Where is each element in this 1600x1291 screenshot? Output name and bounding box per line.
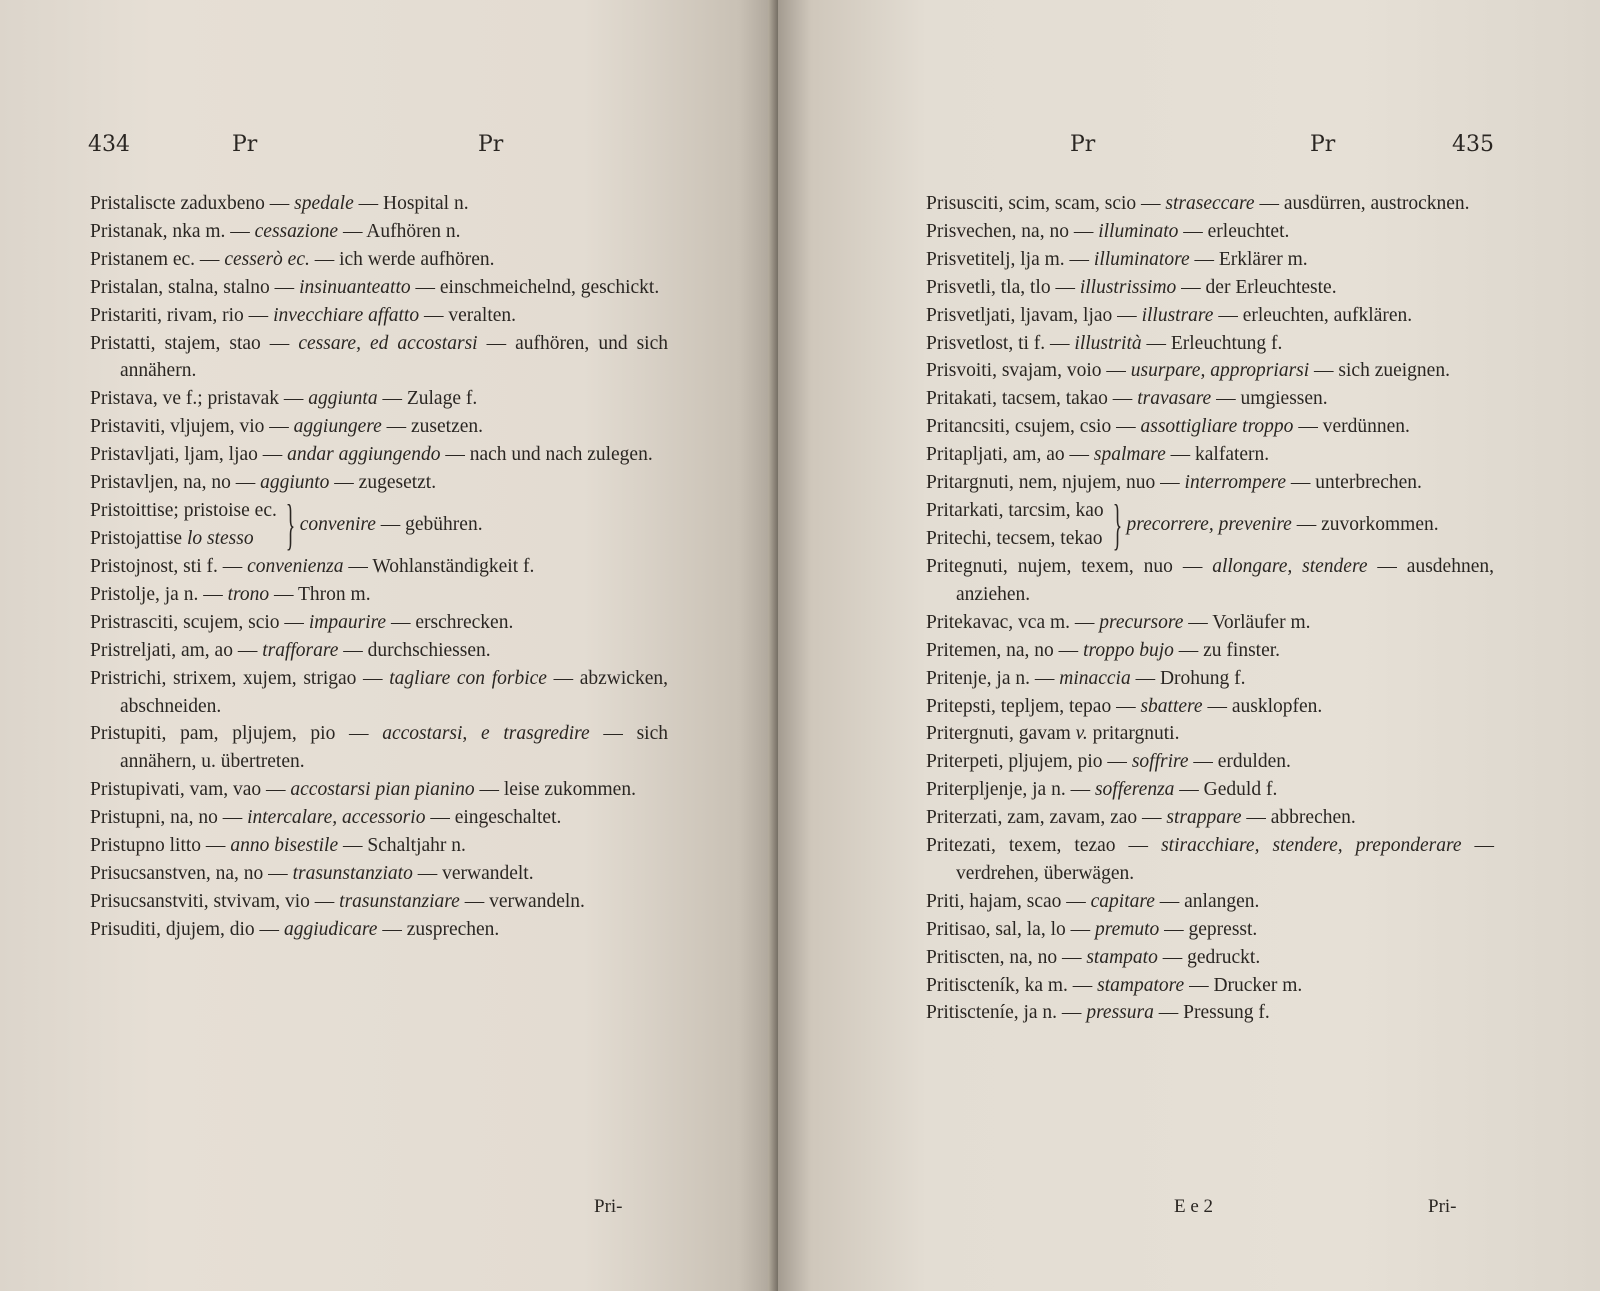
bracketed-entry [90, 493, 668, 556]
entry-headword: Prisucsanstviti, stvivam, vio — [90, 890, 340, 912]
entry-headword: Pristava, ve f.; pristavak — [90, 388, 309, 410]
entry-italian: soffrire [1131, 751, 1189, 773]
entry-definition: precorrere, prevenire — zuvorkommen. [1126, 514, 1439, 536]
entry-italian: spalmare [1093, 444, 1166, 466]
entry-headword: Pristupivati, vam, vao — [90, 779, 291, 801]
entry-italian: illuminato [1098, 220, 1179, 242]
entry-headword: Pritakati, tacsem, takao — [926, 388, 1138, 410]
entry-german: — leise zukommen. [474, 779, 636, 801]
entry-headword: Pristoittise; pristoise ec. [90, 500, 277, 522]
entry-german: — sich annähern, u. übertreten. [120, 723, 668, 773]
entry-german: — Erklärer m. [1189, 248, 1308, 270]
entry-headword: Priterpljenje, ja n. — [926, 779, 1095, 801]
dictionary-entry [926, 637, 1494, 665]
brace-glyph: } [285, 493, 296, 556]
entry-headword: Pristreljati, am, ao — [90, 639, 263, 661]
dictionary-entry [926, 330, 1494, 358]
catchword: Pri- [1428, 1196, 1457, 1217]
entry-headword: Pristalan, stalna, stalno — [90, 276, 300, 298]
signature-mark: E e 2 [1174, 1196, 1214, 1217]
entry-list [90, 190, 668, 944]
entry-german: — durchschiessen. [338, 639, 491, 661]
entry-german: — verwandelt. [412, 862, 534, 884]
entry-italian: cessare, ed accostarsi [298, 332, 478, 354]
entry-german: — Zulage f. [377, 388, 478, 410]
dictionary-entry [90, 609, 668, 637]
brace-glyph: } [1112, 493, 1122, 556]
dictionary-entry [926, 888, 1494, 916]
entry-german: — erleuchtet. [1178, 220, 1290, 242]
entry-italian: strappare [1166, 807, 1242, 829]
entry-german: — Erleuchtung f. [1141, 332, 1283, 354]
entry-headword: Pritisao, sal, la, lo — [926, 918, 1095, 940]
entry-headword: Pristanak, nka m. — [90, 220, 255, 242]
dictionary-entry [90, 720, 668, 776]
dictionary-entry [926, 665, 1494, 693]
entry-german: — ausdürren, austrocknen. [1254, 193, 1470, 214]
entry-headword: Pristatti, stajem, stao — [90, 332, 299, 354]
page-number: 434 [88, 132, 130, 157]
entry-italian: trono [227, 583, 270, 605]
entry-italian: illustrissimo [1079, 276, 1177, 298]
entry-italian: allongare, stendere [1212, 555, 1368, 577]
entry-italian: stiracchiare, stendere, preponderare [1161, 835, 1462, 857]
entry-headword: Pristaviti, vljujem, vio — [90, 416, 294, 438]
entry-italian: v. [1075, 723, 1088, 745]
entry-italian: anno bisestile [230, 835, 339, 857]
entry-german: — Vorläufer m. [1183, 611, 1311, 633]
entry-italian: sbattere [1140, 695, 1203, 717]
entry-headword: Pristupiti, pam, pljujem, pio — [90, 723, 383, 745]
entry-italian: usurpare, appropriarsi [1130, 360, 1310, 382]
entry-headword: Priterpeti, pljujem, pio — [926, 751, 1132, 773]
entry-german: — Wohlanständigkeit f. [343, 555, 535, 577]
entry-italian: illustrità [1074, 332, 1142, 354]
entry-italian: illuminatore [1093, 248, 1190, 270]
entry-headword: Pritenje, ja n. — [926, 667, 1060, 689]
dictionary-entry [926, 302, 1494, 330]
entry-headword: Pritechi, tecsem, tekao [926, 527, 1103, 549]
entry-italian: premuto [1095, 918, 1160, 940]
entry-italian: spedale [294, 193, 354, 214]
entry-headword: Prisvetljati, ljavam, ljao — [926, 304, 1142, 326]
entry-german: — anlangen. [1154, 890, 1260, 912]
entry-german: — erschrecken. [386, 611, 514, 633]
dictionary-entry [926, 693, 1494, 721]
entry-german: — nach und nach zulegen. [440, 444, 653, 466]
dictionary-entry [90, 441, 668, 469]
entry-headword: Prisvetitelj, lja m. — [926, 248, 1094, 270]
entry-headword: Pritargnuti, nem, njujem, nuo — [926, 472, 1185, 494]
dictionary-entry [90, 860, 668, 888]
entry-german: — gepresst. [1159, 918, 1258, 940]
entry-headword: Pristariti, rivam, rio — [90, 304, 274, 326]
entry-italian: trasunstanziato [292, 862, 413, 884]
dictionary-entry [926, 609, 1494, 637]
entry-italian: assottigliare troppo [1140, 416, 1294, 438]
entry-italian: impaurire [308, 611, 387, 633]
dictionary-entry [926, 441, 1494, 469]
entry-italian: insinuanteatto [299, 276, 411, 298]
entry-italian: capitare [1090, 890, 1155, 912]
entry-german: — zugesetzt. [329, 472, 437, 494]
entry-german: — ausklopfen. [1202, 695, 1323, 717]
entry-german: — gedruckt. [1157, 946, 1261, 968]
entry-german: — Thron m. [269, 583, 371, 605]
entry-headword: Prisuditi, djujem, dio — [90, 918, 284, 940]
entry-german: — verwandeln. [459, 890, 585, 912]
dictionary-entry [926, 832, 1494, 888]
dictionary-entry [926, 944, 1494, 972]
dictionary-entry [926, 246, 1494, 274]
entry-headword: Priterzati, zam, zavam, zao — [926, 807, 1167, 829]
dictionary-entry [926, 999, 1494, 1027]
dictionary-entry [926, 804, 1494, 832]
dictionary-entry [90, 832, 668, 860]
dictionary-entry [90, 776, 668, 804]
dictionary-entry [926, 776, 1494, 804]
entry-german: — unterbrechen. [1286, 472, 1422, 494]
entry-german: — einschmeichelnd, geschickt. [410, 276, 660, 298]
entry-italian: tagliare con forbice [389, 667, 547, 689]
entry-headword: Prisucsanstven, na, no — [90, 862, 293, 884]
dictionary-entry [926, 218, 1494, 246]
entry-italian: cesserò ec. [224, 248, 310, 270]
entry-headword: Pristrichi, strixem, xujem, strigao — [90, 667, 390, 689]
entry-italian: aggiudicare [283, 918, 378, 940]
dictionary-entry [926, 553, 1494, 609]
bracketed-entry [926, 493, 1494, 556]
running-head-left: Pr [232, 132, 258, 157]
entry-italian: troppo bujo [1083, 639, 1174, 661]
dictionary-entry [926, 357, 1494, 385]
dictionary-entry [90, 581, 668, 609]
catchword: Pri- [594, 1196, 623, 1217]
entry-german: — sich zueignen. [1309, 360, 1450, 382]
running-head-right: Pr [1310, 132, 1336, 157]
entry-headword: Pritezati, texem, tezao — [926, 835, 1162, 857]
dictionary-entry [90, 218, 668, 246]
entry-headword: Pritepsti, tepljem, tepao — [926, 695, 1141, 717]
entry-german: — Pressung f. [1153, 1002, 1270, 1024]
entry-german: — umgiessen. [1211, 388, 1328, 410]
entry-headword: Pritergnuti, gavam [926, 723, 1076, 745]
entry-german: — Drohung f. [1130, 667, 1246, 689]
entry-german: pritargnuti. [1087, 723, 1180, 745]
dictionary-entry [90, 916, 668, 944]
dictionary-entry [926, 274, 1494, 302]
entry-german: — abbrechen. [1241, 807, 1356, 829]
entry-german: — zusetzen. [381, 416, 484, 438]
entry-italian: aggiungere [293, 416, 382, 438]
entry-definition: convenire — gebühren. [299, 514, 483, 536]
dictionary-entry [926, 720, 1494, 748]
dictionary-entry [90, 469, 668, 497]
entry-german: — ich werde aufhören. [309, 248, 495, 270]
entry-headword: Prisvechen, na, no — [926, 220, 1099, 242]
entry-italian: convenienza [247, 555, 344, 577]
entry-italian: illustrare [1141, 304, 1214, 326]
entry-headword: Pristavljati, ljam, ljao — [90, 444, 288, 466]
entry-german: — verdrehen, überwägen. [956, 835, 1494, 884]
entry-headword: Pritancsiti, csujem, csio — [926, 416, 1141, 438]
entry-german: — Aufhören n. [338, 220, 461, 242]
entry-german: — verdünnen. [1293, 416, 1410, 438]
dictionary-entry [90, 190, 668, 218]
dictionary-entry [90, 888, 668, 916]
entry-italian: stampatore [1097, 974, 1185, 996]
entry-headword: Pritiscten, na, no — [926, 946, 1087, 968]
entry-italian: aggiunta [308, 388, 378, 410]
entry-headword: Pristavljen, na, no — [90, 472, 261, 494]
entry-italian: sofferenza [1094, 779, 1175, 801]
entry-headword: Pristojattise lo stesso [90, 527, 254, 549]
dictionary-entry [926, 916, 1494, 944]
entry-german: — zu finster. [1173, 639, 1281, 661]
entry-italian: stampato [1086, 946, 1158, 968]
entry-german: — erleuchten, aufklären. [1213, 304, 1413, 326]
entry-german: — erdulden. [1188, 751, 1291, 773]
dictionary-entry [90, 553, 668, 581]
entry-headword: Pristupni, na, no — [90, 807, 248, 829]
dictionary-entry [90, 302, 668, 330]
entry-german: — abzwicken, abschneiden. [120, 667, 668, 717]
entry-italian: cessazione [254, 220, 339, 242]
entry-list [926, 190, 1494, 1027]
entry-headword: Pristanem ec. — [90, 248, 225, 270]
dictionary-entry [90, 330, 668, 386]
dictionary-entry [90, 637, 668, 665]
page-number: 435 [1452, 132, 1494, 157]
entry-headword: Pritapljati, am, ao — [926, 444, 1094, 466]
entry-italian: minaccia [1059, 667, 1131, 689]
entry-german: — aufhören, und sich annähern. [120, 332, 668, 382]
dictionary-entry [926, 972, 1494, 1000]
entry-german: — eingeschaltet. [425, 807, 562, 829]
entry-italian: accostarsi, e trasgredire [382, 723, 590, 745]
entry-italian: accostarsi pian pianino [290, 779, 475, 801]
entry-headword: Pritarkati, tarcsim, kao [926, 500, 1104, 522]
right-page [778, 0, 1600, 1291]
entry-italian: pressura [1086, 1002, 1154, 1024]
dictionary-entry [90, 274, 668, 302]
running-head-right: Pr [478, 132, 504, 157]
entry-italian: interrompere [1184, 472, 1286, 494]
dictionary-entry [90, 413, 668, 441]
entry-headword: Prisusciti, scim, scam, scio — [926, 193, 1166, 214]
entry-headword: Prisvoiti, svajam, voio — [926, 360, 1131, 382]
entry-italian: travasare [1137, 388, 1212, 410]
entry-german: — kalfatern. [1165, 444, 1270, 466]
entry-german: — ausdehnen, anziehen. [956, 555, 1494, 605]
entry-headword: Pritegnuti, nujem, texem, nuo — [926, 555, 1213, 577]
dictionary-entry [90, 665, 668, 721]
entry-italian: andar aggiungendo [287, 444, 441, 466]
entry-headword: Pristojnost, sti f. — [90, 555, 248, 577]
entry-italian: straseccare [1165, 193, 1255, 214]
running-head-left: Pr [1070, 132, 1096, 157]
entry-headword: Priti, hajam, scao — [926, 890, 1091, 912]
entry-german: — Drucker m. [1184, 974, 1303, 996]
entry-german: — Hospital n. [353, 193, 469, 214]
dictionary-entry [926, 413, 1494, 441]
entry-headword: Pritekavac, vca m. — [926, 611, 1100, 633]
entry-headword: Pristolje, ja n. — [90, 583, 228, 605]
dictionary-entry [926, 190, 1494, 218]
entry-headword: Pristaliscte zaduxbeno — [90, 193, 295, 214]
dictionary-entry [90, 246, 668, 274]
entry-german: — Geduld f. [1174, 779, 1278, 801]
entry-italian: aggiunto [260, 472, 330, 494]
entry-italian: intercalare, accessorio [247, 807, 426, 829]
dictionary-entry [926, 385, 1494, 413]
entry-italian: precursore [1099, 611, 1184, 633]
entry-italian: trafforare [262, 639, 339, 661]
entry-headword: Prisvetli, tla, tlo — [926, 276, 1080, 298]
entry-headword: Pristrasciti, scujem, scio — [90, 611, 309, 633]
entry-headword: Pritemen, na, no — [926, 639, 1084, 661]
dictionary-entry [926, 748, 1494, 776]
entry-headword: Pritiscteníe, ja n. — [926, 1002, 1087, 1024]
entry-german: — der Erleuchteste. [1176, 276, 1337, 298]
dictionary-entry [90, 385, 668, 413]
entry-italian: trasunstanziare [339, 890, 460, 912]
left-page [0, 0, 778, 1291]
entry-italian: invecchiare affatto [273, 304, 420, 326]
entry-headword: Pristupno litto — [90, 835, 231, 857]
entry-german: — veralten. [419, 304, 517, 326]
entry-german: — zusprechen. [377, 918, 500, 940]
entry-headword: Pritiscteník, ka m. — [926, 974, 1098, 996]
dictionary-entry [90, 804, 668, 832]
dictionary-entry [926, 469, 1494, 497]
entry-headword: Prisvetlost, ti f. — [926, 332, 1075, 354]
entry-german: — Schaltjahr n. [338, 835, 466, 857]
